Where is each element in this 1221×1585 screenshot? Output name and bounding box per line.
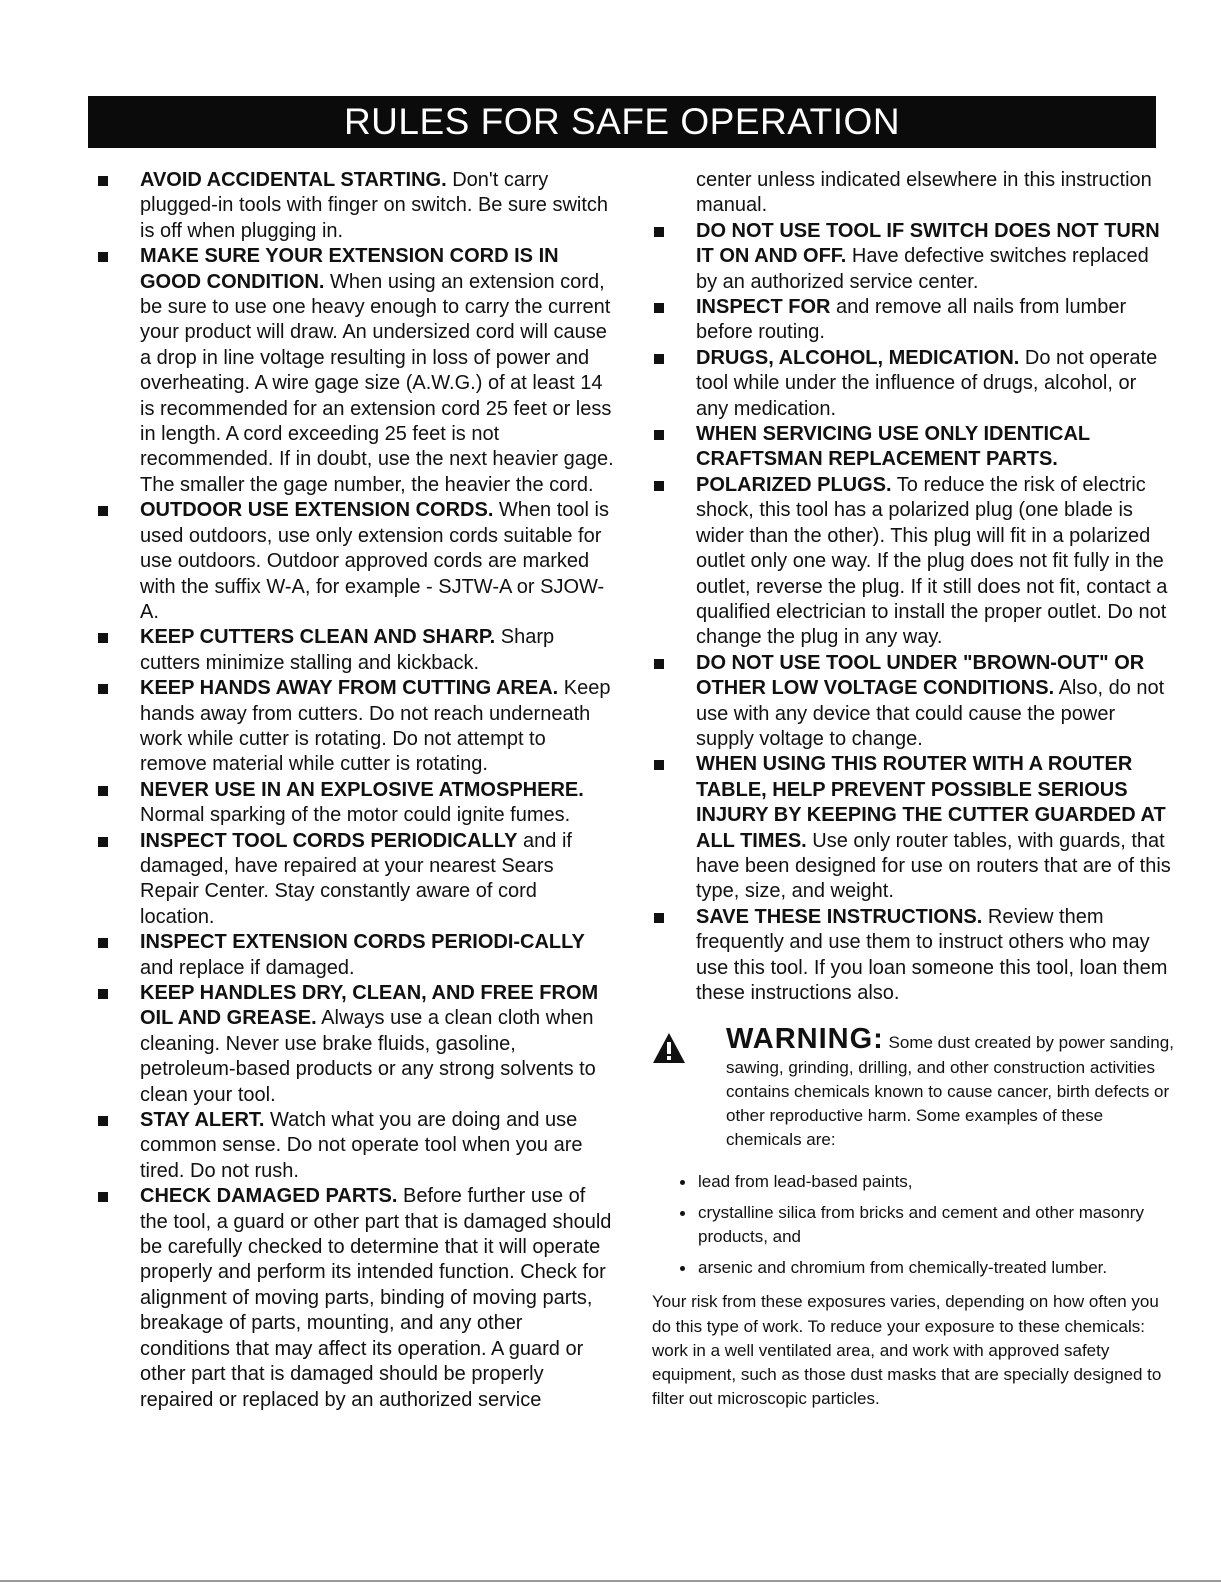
rule-text: Use only router tables, with guards, that have been designed for use on routers that are of this type, size, and weight.: [696, 829, 1171, 903]
warning-text: Some dust created by power sanding, sawing, grinding, drilling, and other construction activities contains chemicals known to cause cancer, birth defects or other reproductive harm. Some examples of these chemicals are:: [726, 1033, 1174, 1150]
rule-item: [96, 244, 616, 498]
bullet-square: [654, 430, 664, 440]
rule-heading: STAY ALERT.: [140, 1109, 265, 1132]
bullet-square: [654, 227, 664, 237]
risk-paragraph: Your risk from these exposures varies, depending on how often you do this type of work. To reduce your exposure to these chemicals: work in a well ventilated area, and work with approved safety equipment, such as those dust masks that are specially designed to filter out microscopic particles.: [652, 1292, 1162, 1409]
bullet-square: [98, 989, 108, 999]
rule-text: Do not operate tool while under the influence of drugs, alcohol, or any medication.: [696, 346, 1158, 420]
rule-text: When using an extension cord, be sure to use one heavy enough to carry the current your product will draw. An undersized cord will cause a drop in line voltage resulting in loss of power and overheating. A wire gage size (A.W.G.) of at least 14 is recommended for an extension cord 25 feet or less in length. A cord exceeding 25 feet is not recommended. If in doubt, use the next heavier gage. The smaller the gage number, the heavier the cord.: [140, 270, 614, 496]
rule-item: [96, 625, 616, 676]
rule-text: Sharp cutters minimize stalling and kickback.: [140, 626, 555, 674]
rule-heading: AVOID ACCIDENTAL STARTING.: [140, 169, 447, 191]
rule-heading: NEVER USE IN AN EXPLOSIVE ATMOSPHERE.: [140, 778, 584, 801]
rule-text: Have defective switches replaced by an authorized service center.: [696, 245, 1149, 293]
rule-text: Watch what you are doing and use common sense. Do not operate tool when you are tired. Do not rush.: [140, 1109, 583, 1182]
rule-item: [652, 651, 1174, 753]
rule-text: To reduce the risk of electric shock, this tool has a polarized plug (one blade is wider than the other). This plug will fit in a polarized outlet only one way. If the plug does not fit fully in the outlet, reverse the plug. If it still does not fit, contact a qualified electrician to install the proper outlet. Do not change the plug in any way.: [696, 473, 1168, 649]
rule-item: [96, 829, 616, 931]
rule-heading: KEEP CUTTERS CLEAN AND SHARP.: [140, 626, 496, 649]
rule-text: Always use a clean cloth when cleaning. Never use brake fluids, gasoline, petroleum-based products or any strong solvents to clean your tool.: [140, 1007, 596, 1106]
rule-heading: KEEP HANDS AWAY FROM CUTTING AREA.: [140, 677, 559, 700]
rule-text: and if damaged, have repaired at your nearest Sears Repair Center. Stay constantly aware of cord location.: [140, 829, 572, 928]
list-item: [674, 1170, 1174, 1194]
rule-item: [96, 168, 616, 244]
rule-text: Before further use of the tool, a guard or other part that is damaged should be carefully checked to determine that it will operate properly and perform its intended function. Check for alignment of moving parts, binding of moving parts, breakage of parts, mounting, and any other conditions that may affect its operation. A guard or other part that is damaged should be properly repaired or replaced by an authorized service: [140, 1185, 612, 1411]
rule-heading: MAKE SURE YOUR EXTENSION CORD IS IN GOOD CONDITION.: [140, 245, 559, 293]
list-item-text: lead from lead-based paints,: [698, 1172, 913, 1192]
bullet-square: [98, 633, 108, 643]
rule-heading: INSPECT EXTENSION CORDS PERIODI-CALLY: [140, 931, 585, 954]
bullet-dot: [680, 1180, 685, 1185]
rule-heading: OUTDOOR USE EXTENSION CORDS.: [140, 499, 494, 522]
rule-heading: DO NOT USE TOOL IF SWITCH DOES NOT TURN IT ON AND OFF.: [696, 219, 1160, 268]
rule-text: When tool is used outdoors, use only extension cords suitable for use outdoors. Outdoor approved cords are marked with the suffix W-A, for example - SJTW-A or SJOW-A.: [140, 499, 609, 623]
list-item-text: arsenic and chromium from chemically-treated lumber.: [698, 1258, 1108, 1278]
warning-block: [652, 1022, 1174, 1152]
rule-item: [96, 1108, 616, 1184]
left-column: [96, 168, 616, 1413]
rule-item: [96, 1184, 616, 1413]
rule-item: [652, 295, 1174, 346]
bullet-square: [654, 659, 664, 669]
rule-item: [652, 422, 1174, 473]
bullet-square: [98, 176, 108, 186]
rule-item: [652, 905, 1174, 1007]
bullet-square: [98, 938, 108, 948]
bullet-square: [654, 481, 664, 491]
rule-heading: KEEP HANDLES DRY, CLEAN, AND FREE FROM OIL AND GREASE.: [140, 982, 599, 1030]
warning-triangle-icon: [652, 1032, 686, 1064]
rule-heading: INSPECT TOOL CORDS PERIODICALLY: [140, 829, 518, 852]
list-item: [674, 1256, 1174, 1280]
rule-text: Normal sparking of the motor could ignite fumes.: [140, 804, 571, 827]
page-bottom-divider: [0, 1580, 1221, 1582]
rule-text: Also, do not use with any device that could cause the power supply voltage to change.: [696, 677, 1165, 750]
bullet-square: [654, 760, 664, 770]
list-item: [674, 1201, 1174, 1249]
rule-heading: WHEN SERVICING USE ONLY IDENTICAL CRAFTSMAN REPLACEMENT PARTS.: [696, 423, 1090, 471]
warning-list: [652, 1170, 1174, 1280]
rule-continuation: center unless indicated elsewhere in this instruction manual.: [696, 169, 1152, 217]
bullet-square: [98, 1192, 108, 1202]
bullet-square: [98, 837, 108, 847]
page-title: RULES FOR SAFE OPERATION: [88, 96, 1156, 148]
rule-heading: DO NOT USE TOOL UNDER "BROWN-OUT" OR OTHER LOW VOLTAGE CONDITIONS.: [696, 651, 1145, 700]
rule-text: and remove all nails from lumber before routing.: [696, 296, 1127, 344]
rule-heading: WHEN USING THIS ROUTER WITH A ROUTER TABLE, HELP PREVENT POSSIBLE SERIOUS INJURY BY KEEPING THE CUTTER GUARDED AT ALL TIMES.: [696, 753, 1166, 852]
bullet-square: [98, 506, 108, 516]
rule-item: [652, 752, 1174, 904]
rule-heading: DRUGS, ALCOHOL, MEDICATION.: [696, 346, 1020, 369]
bullet-square: [654, 303, 664, 313]
rule-text: Review them frequently and use them to instruct others who may use this tool. If you loan someone this tool, loan them these instructions also.: [696, 905, 1168, 1004]
rule-item: [652, 473, 1174, 651]
rule-item: [652, 219, 1174, 295]
bullet-square: [98, 684, 108, 694]
bullet-square: [98, 1116, 108, 1126]
rule-item: [652, 346, 1174, 422]
rule-item: [96, 778, 616, 829]
bullet-square: [98, 252, 108, 262]
bullet-dot: [680, 1266, 685, 1271]
rule-item: [96, 498, 616, 625]
bullet-square: [98, 786, 108, 796]
rule-text: Don't carry plugged-in tools with finger on switch. Be sure switch is off when plugging in.: [140, 169, 609, 242]
right-column: [652, 168, 1174, 1411]
bullet-square: [654, 913, 664, 923]
rule-item: [96, 930, 616, 981]
list-item-text: crystalline silica from bricks and cement and other masonry products, and: [698, 1203, 1144, 1247]
rule-heading: POLARIZED PLUGS.: [696, 473, 892, 496]
rule-text: Keep hands away from cutters. Do not reach underneath work while cutter is rotating. Do not attempt to remove material while cutter is rotating.: [140, 677, 611, 776]
warning-heading: WARNING:: [726, 1023, 884, 1056]
rule-item: [96, 676, 616, 778]
rule-heading: INSPECT FOR: [696, 296, 831, 319]
bullet-dot: [680, 1211, 685, 1216]
rule-text: and replace if damaged.: [140, 956, 355, 979]
rule-heading: CHECK DAMAGED PARTS.: [140, 1185, 398, 1208]
rule-heading: SAVE THESE INSTRUCTIONS.: [696, 905, 983, 928]
rule-item: [96, 981, 616, 1108]
bullet-square: [654, 354, 664, 364]
